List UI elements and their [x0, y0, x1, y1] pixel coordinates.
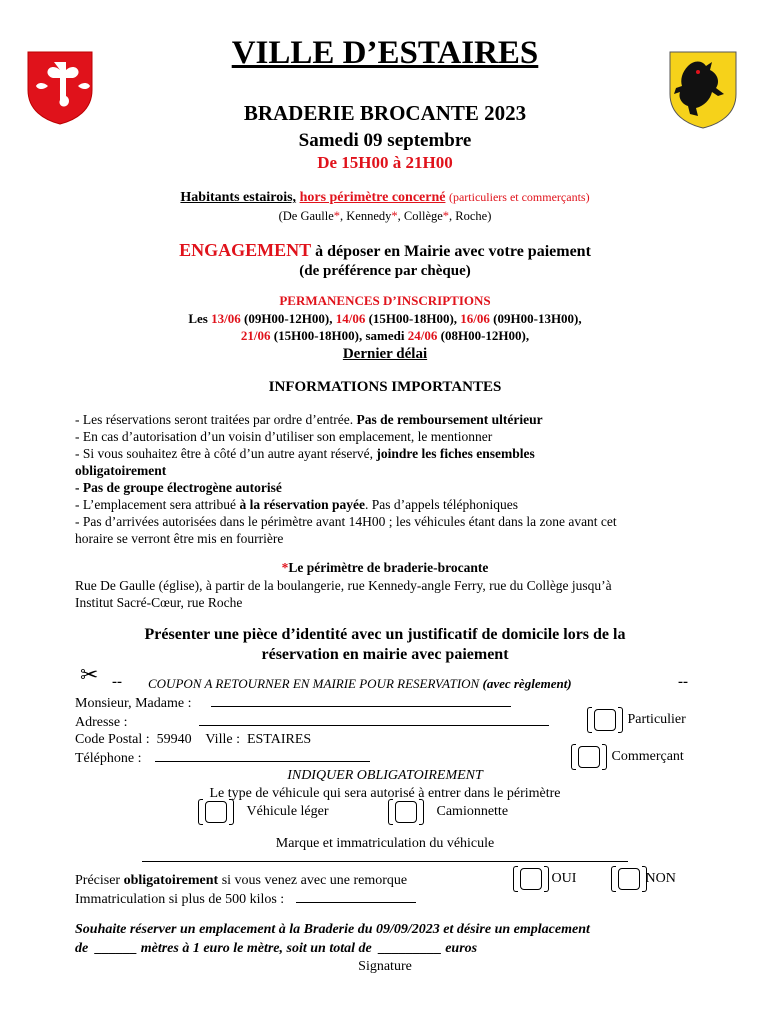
van-checkbox[interactable] — [395, 801, 417, 823]
registration-row — [75, 890, 416, 908]
streets-text: , Collège — [397, 209, 443, 223]
perm-text: Les — [188, 311, 212, 326]
commercant-checkbox[interactable] — [578, 746, 600, 768]
info-text: - L’emplacement sera attribué — [75, 497, 240, 512]
perm-date: 16/06 — [460, 311, 490, 326]
name-label: Monsieur, Madame : — [75, 696, 192, 711]
info-text: - Si vous souhaitez être à côté d’un autre ayant réservé, — [75, 446, 377, 461]
commercant-label: Commerçant — [611, 749, 684, 765]
trailer-text: si vous venez avec une remorque — [218, 873, 408, 888]
coupon-title-strong: (avec règlement) — [479, 676, 572, 691]
star-mark: * — [391, 209, 398, 223]
trailer-row — [75, 872, 407, 889]
event-subtitle: BRADERIE BROCANTE 2023 — [243, 101, 527, 125]
info-item — [75, 445, 715, 462]
trailer-no-checkbox[interactable] — [618, 868, 640, 890]
perimeter-line-2: Institut Sacré-Cœur, rue Roche — [75, 595, 243, 610]
coupon-title — [148, 676, 572, 692]
wish-line-1: Souhaite réserver un emplacement à la Braderie du 09/09/2023 et désire un emplacement — [75, 922, 590, 937]
particulier-label: Particulier — [627, 712, 686, 728]
perm-date: 24/06 — [407, 328, 438, 343]
address-field[interactable] — [199, 713, 549, 726]
perimeter-title-text: Le périmètre de braderie-brocante — [288, 560, 489, 575]
streets-line — [0, 208, 770, 224]
light-vehicle-checkbox[interactable] — [205, 801, 227, 823]
commercant-option[interactable] — [578, 746, 684, 768]
star-mark: * — [442, 209, 450, 223]
phone-row — [75, 749, 370, 767]
van-label: Camionnette — [436, 804, 509, 820]
event-hours: De 15H00 à 21H00 — [317, 153, 453, 172]
perimeter-title — [0, 559, 770, 576]
perm-date: 21/06 — [240, 328, 271, 343]
trailer-text: Préciser — [75, 873, 124, 888]
perm-date: 14/06 — [335, 311, 366, 326]
light-vehicle-label: Véhicule léger — [246, 804, 329, 820]
residents-line — [0, 188, 770, 207]
streets-text: , Kennedy — [340, 209, 392, 223]
brand-label: Marque et immatriculation du véhicule — [275, 836, 495, 851]
coupon-title-text: COUPON A RETOURNER EN MAIRIE POUR RESERVATION — [148, 676, 480, 691]
coupon-dash-right: -- — [678, 674, 688, 690]
registration-label: Immatriculation si plus de 500 kilos : — [75, 892, 285, 907]
name-row — [75, 694, 511, 712]
van-option[interactable] — [395, 801, 508, 823]
perm-text: (08H00-12H00), — [437, 328, 530, 343]
info-item: - Pas d’arrivées autorisées dans le périmètre avant 14H00 ; les véhicules étant dans la zone avant cet — [75, 514, 617, 529]
info-title: INFORMATIONS IMPORTANTES — [268, 379, 502, 395]
star-mark: * — [333, 209, 341, 223]
trailer-yes-option[interactable] — [520, 868, 576, 890]
scissors-icon: ✂ — [80, 663, 99, 688]
info-item: - En cas d’autorisation d’un voisin d’utiliser son emplacement, le mentionner — [75, 429, 493, 444]
phone-field[interactable] — [155, 749, 370, 762]
info-item — [75, 496, 715, 513]
info-text: . Pas d’appels téléphoniques — [365, 497, 519, 512]
postal-row: Code Postal : 59940 Ville : ESTAIRES — [75, 732, 312, 747]
particulier-option[interactable] — [594, 709, 686, 731]
residents-who: (particuliers et commerçants) — [448, 190, 590, 204]
perm-text: (15H00-18H00), — [365, 311, 461, 326]
star-mark: * — [281, 560, 289, 575]
perimeter-line-1: Rue De Gaulle (église), à partir de la boulangerie, rue Kennedy-angle Ferry, rue du Collège jusqu’à — [75, 578, 612, 593]
trailer-strong: obligatoirement — [123, 873, 219, 888]
mandatory-note: INDIQUER OBLIGATOIREMENT — [287, 768, 483, 783]
info-strong: joindre les fiches ensembles — [376, 446, 535, 461]
permanences-title: PERMANENCES D’INSCRIPTIONS — [279, 293, 491, 308]
trailer-no-option[interactable] — [618, 868, 676, 890]
brand-field[interactable] — [142, 861, 628, 862]
trailer-no-label: NON — [645, 871, 676, 887]
info-strong: Pas de remboursement ultérieur — [356, 412, 543, 427]
info-text: - Les réservations seront traitées par ordre d’entrée. — [75, 412, 357, 427]
vehicle-question: Le type de véhicule qui sera autorisé à entrer dans le périmètre — [209, 786, 561, 801]
address-row — [75, 713, 549, 731]
phone-label: Téléphone : — [75, 751, 142, 766]
permanences-line-2 — [0, 328, 770, 344]
residents-label: Habitants estairois, — [180, 190, 297, 205]
particulier-checkbox[interactable] — [594, 709, 616, 731]
engagement-line — [0, 240, 770, 262]
info-item: horaire se verront être mis en fourrière — [75, 531, 284, 546]
deadline: Dernier délai — [342, 346, 428, 362]
engagement-text: à déposer en Mairie avec votre paiement — [311, 243, 591, 260]
id-notice-2: réservation en mairie avec paiement — [261, 646, 509, 663]
perm-date: 13/06 — [211, 311, 241, 326]
info-list — [75, 411, 715, 547]
trailer-yes-checkbox[interactable] — [520, 868, 542, 890]
name-field[interactable] — [211, 694, 511, 707]
perm-text: (09H00-12H00), — [240, 311, 336, 326]
streets-text: , Roche) — [449, 209, 492, 223]
event-date: Samedi 09 septembre — [298, 130, 472, 151]
trailer-yes-label: OUI — [551, 871, 577, 887]
id-notice-1: Présenter une pièce d’identité avec un justificatif de domicile lors de la — [144, 626, 626, 643]
perm-text: (15H00-18H00), samedi — [270, 328, 408, 343]
info-item: - Pas de groupe électrogène autorisé — [75, 480, 282, 495]
wish-line-2: de ______ mètres à 1 euro le mètre, soit un total de _________ euros — [75, 941, 478, 956]
perm-text: (09H00-13H00), — [489, 311, 582, 326]
address-label: Adresse : — [75, 715, 128, 730]
signature-label: Signature — [358, 959, 412, 974]
residents-zone: hors périmètre concerné — [299, 190, 446, 205]
info-item — [75, 411, 715, 428]
light-vehicle-option[interactable] — [205, 801, 329, 823]
engagement-word: ENGAGEMENT — [179, 240, 312, 260]
coupon-dash-left: -- — [112, 674, 122, 690]
info-item: obligatoirement — [75, 463, 167, 478]
registration-field[interactable] — [296, 890, 416, 903]
info-strong: à la réservation payée — [239, 497, 366, 512]
engagement-preference: (de préférence par chèque) — [299, 263, 471, 279]
permanences-line-1 — [0, 311, 770, 327]
streets-text: (De Gaulle — [278, 209, 334, 223]
page-title: VILLE D’ESTAIRES — [231, 35, 539, 71]
